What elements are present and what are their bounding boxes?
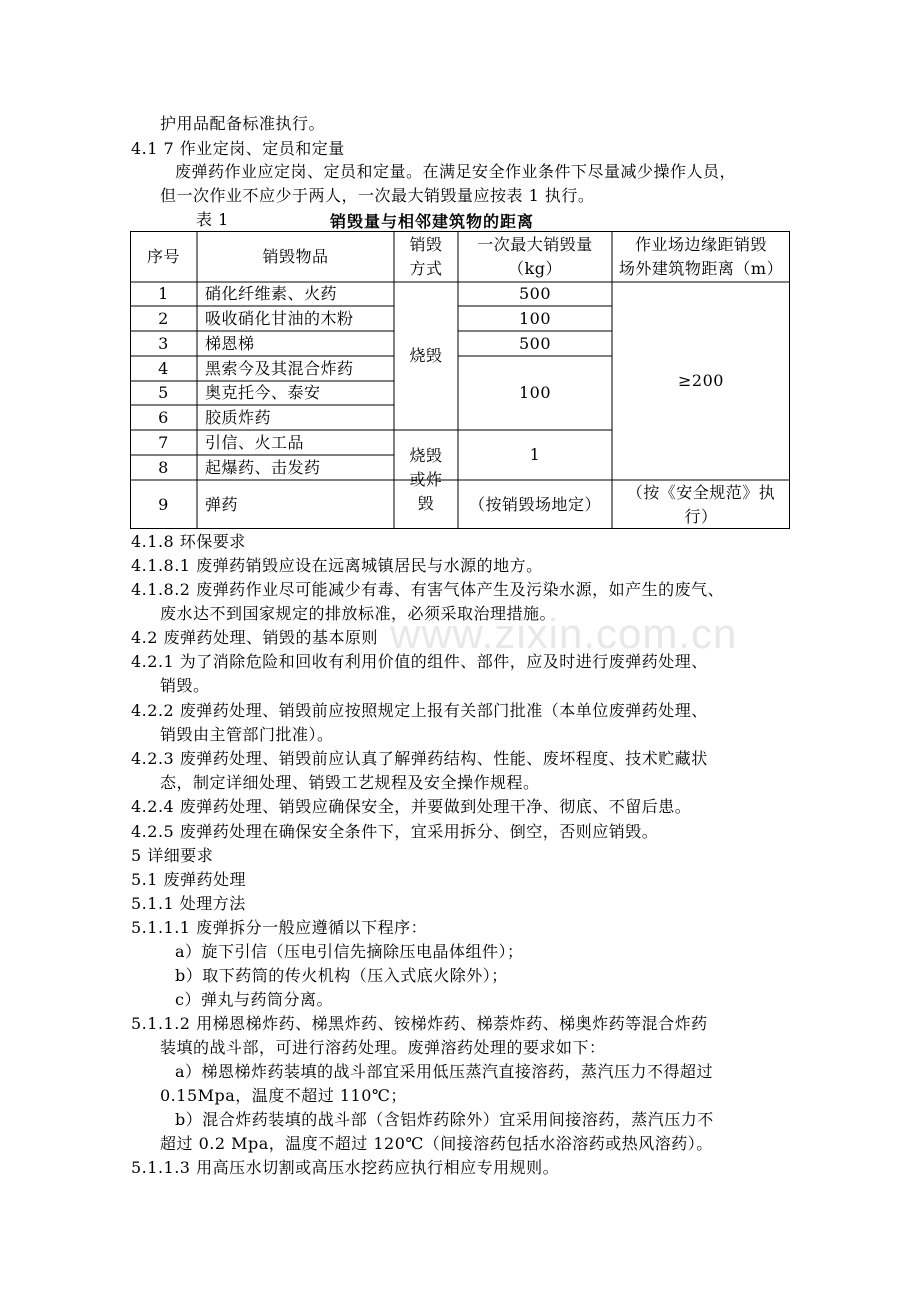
row-item: 胶质炸药 (205, 407, 272, 427)
paragraph-line: 护用品配备标准执行。 (160, 114, 326, 133)
paragraph-line: 废弹药作业应定岗、定员和定量。在满足安全作业条件下尽量减少操作人员， (175, 162, 737, 181)
row-item: 奥克托今、泰安 (205, 383, 321, 402)
paragraph-line: 0.15Mpa，温度不超过 110℃； (160, 1086, 407, 1105)
distance-last-cell (612, 480, 790, 529)
list-item: b）混合炸药装填的战斗部（含铝炸药除外）宜采用间接溶药，蒸汽压力不 (175, 1110, 714, 1129)
paragraph-line: 4.2.3 废弹药处理、销毁前应认真了解弹药结构、性能、废坏程度、技术贮藏状 (131, 749, 708, 768)
section-heading: 4.1.8 环保要求 (131, 532, 246, 551)
list-item: b）取下药筒的传火机构（压入式底火除外）； (175, 966, 508, 985)
paragraph-line: 废水达不到国家规定的排放标准，必须采取治理措施。 (160, 604, 557, 623)
amount-cell: 1 (529, 445, 541, 464)
paragraph-line: 5.1.1.2 用梯恩梯炸药、梯黑炸药、铵梯炸药、梯萘炸药、梯奥炸药等混合炸药 (131, 1014, 708, 1033)
table-title: 销毁量与相邻建筑物的距离 (330, 212, 535, 231)
row-number: 4 (158, 358, 169, 378)
list-item: c）弹丸与药筒分离。 (175, 990, 333, 1009)
row-number: 8 (158, 457, 169, 477)
row-item: 硝化纤维素、火药 (205, 284, 338, 303)
amount-cell: 500 (518, 333, 552, 353)
row-number: 9 (158, 494, 169, 514)
row-number: 5 (158, 383, 169, 402)
header-distance-line: 场外建筑物距离（m） (618, 258, 784, 278)
header-method-line: 方式 (409, 258, 443, 278)
method-burn-or-blast (394, 430, 458, 529)
paragraph-line: 4.1.8.1 废弹药销毁应设在远离城镇居民与水源的地方。 (131, 556, 543, 575)
row-number: 1 (158, 284, 169, 303)
paragraph-line: 销毁。 (160, 676, 210, 695)
header-distance-line: 作业场边缘距销毁 (634, 234, 767, 254)
paragraph-line: 4.1.8.2 废弹药作业尽可能减少有毒、有害气体产生及污染水源，如产生的废气、 (131, 580, 725, 599)
section-heading: 5.1 废弹药处理 (131, 870, 247, 889)
method-line: 或炸 (409, 469, 443, 489)
paragraph-line: 4.2.2 废弹药处理、销毁前应按照规定上报有关部门批准（本单位废弹药处理、 (131, 701, 708, 720)
section-heading: 5 详细要求 (131, 846, 214, 865)
row-item: 梯恩梯 (205, 333, 255, 353)
paragraph-line: 4.2.4 废弹药处理、销毁应确保安全，并要做到处理干净、彻底、不留后患。 (131, 797, 692, 816)
amount-cell: 500 (518, 284, 552, 303)
row-number: 7 (158, 432, 169, 452)
distance-line: 行） (684, 506, 718, 526)
paragraph-line: 5.1.1.1 废弹拆分一般应遵循以下程序： (131, 918, 428, 937)
amount-cell: 100 (518, 308, 552, 328)
paragraph-line: 装填的战斗部，可进行溶药处理。废弹溶药处理的要求如下： (160, 1038, 606, 1057)
list-item: a）梯恩梯炸药装填的战斗部宜采用低压蒸汽直接溶药，蒸汽压力不得超过 (175, 1062, 714, 1081)
row-number: 3 (158, 333, 169, 353)
row-item: 引信、火工品 (205, 432, 305, 452)
header-amount-line: 一次最大销毁量 (477, 234, 593, 254)
distance-table (130, 231, 790, 529)
row-number: 6 (158, 407, 169, 427)
row-item: 弹药 (205, 494, 239, 514)
header-distance (612, 231, 790, 282)
row-item: 吸收硝化甘油的木粉 (205, 308, 354, 328)
distance-line: （按《安全规范》执 (626, 482, 776, 502)
section-heading: 5.1.1 处理方法 (131, 894, 246, 913)
paragraph-line: 态，制定详细处理、销毁工艺规程及安全操作规程。 (160, 773, 540, 792)
paragraph-line: 5.1.1.3 用高压水切割或高压水挖药应执行相应专用规则。 (131, 1158, 560, 1177)
section-heading: 4.2 废弹药处理、销毁的基本原则 (131, 628, 379, 647)
row-number: 2 (158, 308, 169, 328)
header-amount (458, 231, 612, 282)
header-amount-line: （kg） (508, 258, 562, 278)
amount-cell: （按销毁场地定） (468, 494, 601, 514)
section-heading: 4.1 7 作业定岗、定员和定量 (131, 139, 345, 158)
method-line: 毁 (417, 493, 435, 513)
method-line: 烧毁 (409, 445, 443, 465)
header-method (394, 231, 458, 282)
paragraph-line: 超过 0.2 Mpa，温度不超过 120℃（间接溶药包括水浴溶药或热风溶药）。 (160, 1134, 713, 1153)
paragraph-line: 销毁由主管部门批准）。 (160, 725, 334, 744)
paragraph-line: 4.2.1 为了消除危险和回收有利用价值的组件、部件，应及时进行废弹药处理、 (131, 652, 708, 671)
row-item: 起爆药、击发药 (205, 457, 321, 477)
distance-main-cell: ≥200 (678, 371, 724, 390)
paragraph-line: 4.2.5 废弹药处理在确保安全条件下，宜采用拆分、倒空，否则应销毁。 (131, 822, 659, 841)
table-label: 表 1 (196, 210, 229, 229)
row-item: 黑索今及其混合炸药 (205, 358, 354, 378)
header-no: 序号 (146, 246, 180, 266)
watermark: www.zixin.com.cn (390, 610, 738, 657)
list-item: a）旋下引信（压电引信先摘除压电晶体组件）； (175, 942, 524, 961)
paragraph-line: 但一次作业不应少于两人，一次最大销毁量应按表 1 执行。 (160, 186, 595, 205)
header-item: 销毁物品 (262, 246, 329, 266)
method-burn: 烧毁 (409, 346, 443, 365)
header-method-line: 销毁 (409, 234, 443, 254)
amount-cell: 100 (518, 383, 552, 402)
